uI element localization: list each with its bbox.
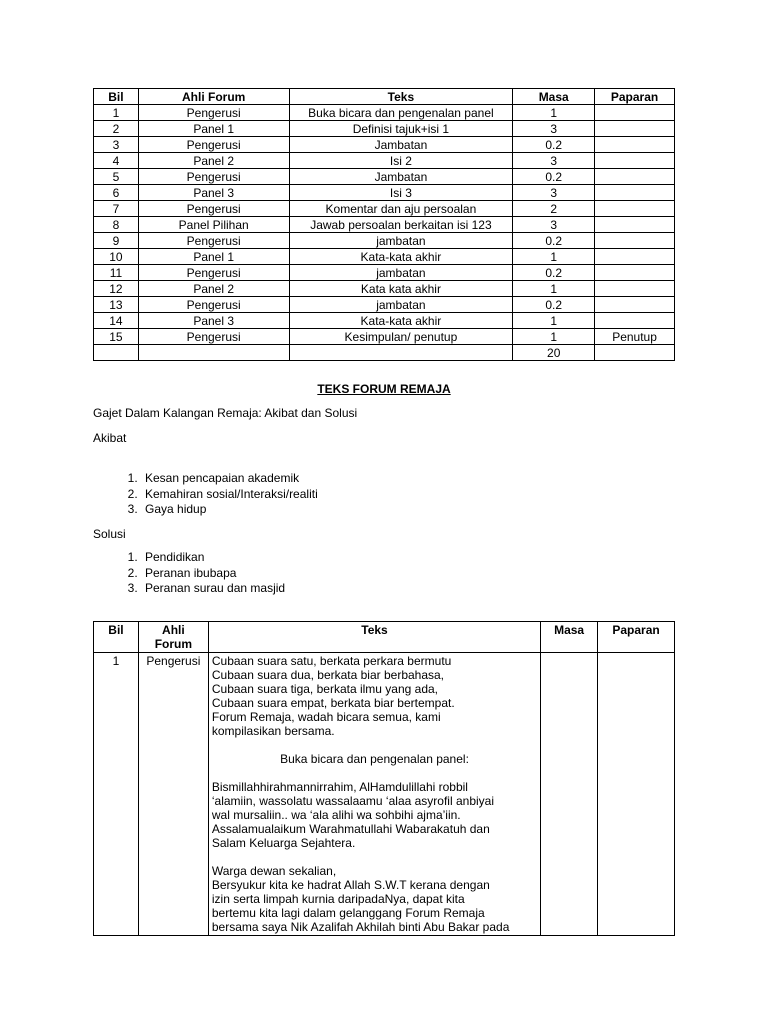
row-bil: 7 xyxy=(94,201,139,217)
row-ahli-forum: Pengerusi xyxy=(138,329,289,345)
row-ahli-forum: Panel 2 xyxy=(138,153,289,169)
row-masa: 3 xyxy=(513,217,595,233)
row-masa: 0.2 xyxy=(513,265,595,281)
greeting-line: Bismillahhirahmannirrahim, AlHamdulillahi robbil xyxy=(211,780,468,794)
solusi-list xyxy=(93,550,285,597)
header-masa: Masa xyxy=(541,622,598,653)
row-bil: 9 xyxy=(94,233,139,249)
row-teks: jambatan xyxy=(289,297,513,313)
row-masa: 0.2 xyxy=(513,233,595,249)
table-row xyxy=(94,169,675,185)
row-teks xyxy=(208,653,540,936)
greeting-line: wal mursaliin.. wa ‘ala alihi wa sohbihi ajma’iin. xyxy=(211,808,461,822)
row-teks: Kata-kata akhir xyxy=(289,249,513,265)
row-masa: 0.2 xyxy=(513,137,595,153)
row-masa: 1 xyxy=(513,313,595,329)
list-item: 1. Pendidikan xyxy=(141,550,285,566)
list-item: 3. Peranan surau dan masjid xyxy=(141,581,285,597)
header-bil: Bil xyxy=(94,622,139,653)
row-teks: Isi 2 xyxy=(289,153,513,169)
row-paparan xyxy=(595,185,675,201)
header-bil: Bil xyxy=(94,89,139,105)
row-masa: 0.2 xyxy=(513,297,595,313)
solusi-label: Solusi xyxy=(93,527,126,541)
row-paparan xyxy=(595,137,675,153)
greeting-line: ‘alamiin, wassolatu wassalaamu ‘alaa asyrofil anbiyai xyxy=(211,794,494,808)
row-masa: 1 xyxy=(513,329,595,345)
row-teks: Jambatan xyxy=(289,169,513,185)
header-ahli-line1: Ahli xyxy=(162,623,185,637)
table-row xyxy=(94,121,675,137)
row-teks: Kesimpulan/ penutup xyxy=(289,329,513,345)
row-bil: 1 xyxy=(94,105,139,121)
row-teks: Jawab persoalan berkaitan isi 123 xyxy=(289,217,513,233)
table-row xyxy=(94,265,675,281)
row-masa: 1 xyxy=(513,105,595,121)
poem-line: Cubaan suara empat, berkata biar bertempat. xyxy=(211,696,455,710)
row-paparan: Penutup xyxy=(595,329,675,345)
table-row xyxy=(94,201,675,217)
poem-line: Cubaan suara satu, berkata perkara bermutu xyxy=(211,654,452,668)
row-paparan xyxy=(595,217,675,233)
row-paparan xyxy=(595,153,675,169)
row-masa: 1 xyxy=(513,281,595,297)
row-bil: 8 xyxy=(94,217,139,233)
row-ahli-forum: Panel 2 xyxy=(138,281,289,297)
row-teks: Kata kata akhir xyxy=(289,281,513,297)
row-teks: Kata-kata akhir xyxy=(289,313,513,329)
row-masa: 3 xyxy=(513,185,595,201)
row-bil: 12 xyxy=(94,281,139,297)
row-teks: Komentar dan aju persoalan xyxy=(289,201,513,217)
script-table xyxy=(93,621,675,936)
row-ahli-forum: Panel 3 xyxy=(138,313,289,329)
akibat-list xyxy=(93,471,318,518)
row-bil: 2 xyxy=(94,121,139,137)
greeting-line: Assalamualaikum Warahmatullahi Wabarakatuh dan xyxy=(211,822,490,836)
row-teks: jambatan xyxy=(289,265,513,281)
section-subtitle: Buka bicara dan pengenalan panel: xyxy=(280,752,469,766)
row-ahli-forum: Panel 1 xyxy=(138,121,289,137)
akibat-label: Akibat xyxy=(93,431,127,445)
row-paparan xyxy=(598,653,675,936)
header-masa: Masa xyxy=(513,89,595,105)
row-ahli: Pengerusi xyxy=(138,653,208,936)
row-ahli-forum: Pengerusi xyxy=(138,169,289,185)
row-masa: 3 xyxy=(513,153,595,169)
header-teks: Teks xyxy=(289,89,513,105)
table-row xyxy=(94,217,675,233)
row-bil: 11 xyxy=(94,265,139,281)
row-paparan xyxy=(595,121,675,137)
poem-line: Forum Remaja, wadah bicara semua, kami xyxy=(211,710,441,724)
table-row xyxy=(94,137,675,153)
list-item: 1. Kesan pencapaian akademik xyxy=(141,471,318,487)
row-paparan xyxy=(595,265,675,281)
speech-line: Bersyukur kita ke hadrat Allah S.W.T kerana dengan xyxy=(211,878,490,892)
header-paparan: Paparan xyxy=(598,622,675,653)
row-paparan xyxy=(595,313,675,329)
header-teks: Teks xyxy=(208,622,540,653)
row-bil: 15 xyxy=(94,329,139,345)
row-ahli-forum: Pengerusi xyxy=(138,233,289,249)
row-teks xyxy=(289,345,513,361)
speech-line: izin serta limpah kurnia daripadaNya, dapat kita xyxy=(211,892,465,906)
table-row xyxy=(94,249,675,265)
row-bil: 3 xyxy=(94,137,139,153)
list-item: 2. Peranan ibubapa xyxy=(141,566,285,582)
row-masa: 2 xyxy=(513,201,595,217)
list-item: 3. Gaya hidup xyxy=(141,502,318,518)
row-ahli-forum: Pengerusi xyxy=(138,137,289,153)
row-paparan xyxy=(595,233,675,249)
table-row xyxy=(94,329,675,345)
table-row xyxy=(94,281,675,297)
header-ahli-forum: Ahli Forum xyxy=(138,89,289,105)
row-bil: 5 xyxy=(94,169,139,185)
row-teks: Buka bicara dan pengenalan panel xyxy=(289,105,513,121)
row-bil: 10 xyxy=(94,249,139,265)
row-teks: Jambatan xyxy=(289,137,513,153)
row-ahli-forum: Pengerusi xyxy=(138,201,289,217)
row-masa: 3 xyxy=(513,121,595,137)
row-teks: Definisi tajuk+isi 1 xyxy=(289,121,513,137)
row-ahli-forum: Panel Pilihan xyxy=(138,217,289,233)
topic-line: Gajet Dalam Kalangan Remaja: Akibat dan Solusi xyxy=(93,406,358,420)
schedule-table xyxy=(93,88,675,361)
row-paparan xyxy=(595,345,675,361)
table-row xyxy=(94,653,675,936)
table-row xyxy=(94,233,675,249)
schedule-body xyxy=(94,105,675,361)
row-bil: 6 xyxy=(94,185,139,201)
row-ahli-forum: Panel 1 xyxy=(138,249,289,265)
row-paparan xyxy=(595,249,675,265)
header-paparan: Paparan xyxy=(595,89,675,105)
row-paparan xyxy=(595,297,675,313)
row-masa: 20 xyxy=(513,345,595,361)
row-paparan xyxy=(595,105,675,121)
row-ahli-forum xyxy=(138,345,289,361)
poem-line: Cubaan suara dua, berkata biar berbahasa, xyxy=(211,668,445,682)
header-ahli-forum xyxy=(138,622,208,653)
row-paparan xyxy=(595,169,675,185)
speech-line: bertemu kita lagi dalam gelanggang Forum Remaja xyxy=(211,906,485,920)
row-ahli-forum: Pengerusi xyxy=(138,265,289,281)
row-bil: 1 xyxy=(94,653,139,936)
section-heading: TEKS FORUM REMAJA xyxy=(317,382,451,396)
row-paparan xyxy=(595,281,675,297)
row-bil: 14 xyxy=(94,313,139,329)
row-bil: 13 xyxy=(94,297,139,313)
table-row xyxy=(94,297,675,313)
row-ahli-forum: Pengerusi xyxy=(138,297,289,313)
header-ahli-line2: Forum xyxy=(154,637,193,651)
row-masa: 0.2 xyxy=(513,169,595,185)
table-row xyxy=(94,153,675,169)
row-teks: Isi 3 xyxy=(289,185,513,201)
poem-line: Cubaan suara tiga, berkata ilmu yang ada, xyxy=(211,682,439,696)
row-ahli-forum: Panel 3 xyxy=(138,185,289,201)
speech-line: bersama saya Nik Azalifah Akhilah binti Abu Bakar pada xyxy=(211,920,510,934)
row-masa xyxy=(541,653,598,936)
poem-line: kompilasikan bersama. xyxy=(211,724,335,738)
speech-line: Warga dewan sekalian, xyxy=(211,864,337,878)
table-row xyxy=(94,185,675,201)
schedule-header-row xyxy=(94,89,675,105)
table-row xyxy=(94,345,675,361)
greeting-line: Salam Keluarga Sejahtera. xyxy=(211,836,356,850)
row-masa: 1 xyxy=(513,249,595,265)
script-header-row xyxy=(94,622,675,653)
row-teks: jambatan xyxy=(289,233,513,249)
row-bil: 4 xyxy=(94,153,139,169)
row-paparan xyxy=(595,201,675,217)
table-row xyxy=(94,105,675,121)
table-row xyxy=(94,313,675,329)
row-ahli-forum: Pengerusi xyxy=(138,105,289,121)
row-bil xyxy=(94,345,139,361)
list-item: 2. Kemahiran sosial/Interaksi/realiti xyxy=(141,487,318,503)
